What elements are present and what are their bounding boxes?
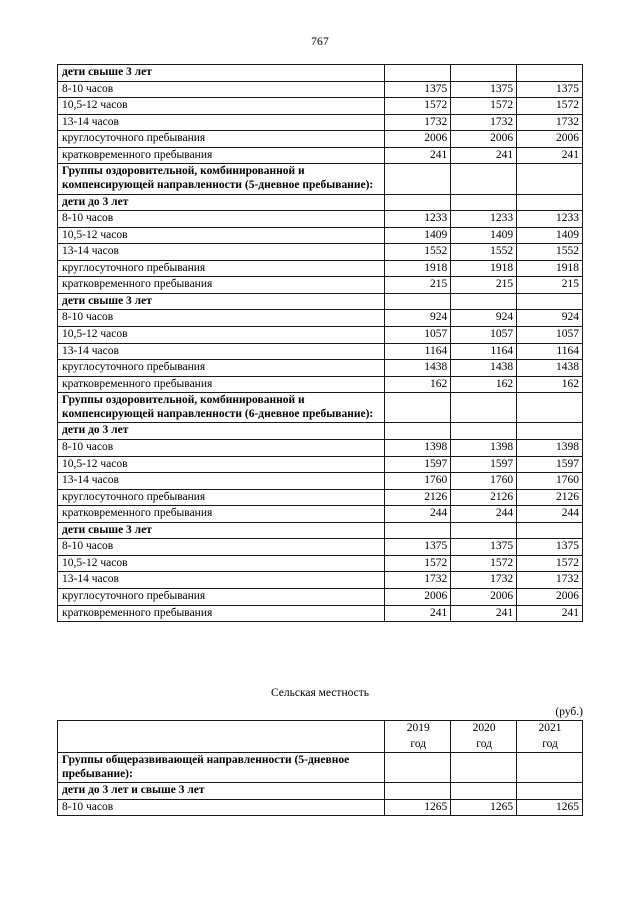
row-value: 1552 (517, 244, 583, 261)
row-value: 241 (385, 147, 451, 164)
table-row (58, 244, 583, 261)
row-value: 1233 (517, 211, 583, 228)
row-label: 13-14 часов (58, 244, 385, 261)
row-value: 2126 (517, 489, 583, 506)
row-value: 162 (451, 376, 517, 393)
row-label: 8-10 часов (58, 81, 385, 98)
table-row (58, 360, 583, 377)
header-label-cell (58, 721, 385, 753)
row-label: кратковременного пребывания (58, 277, 385, 294)
table-row (58, 147, 583, 164)
table-row (58, 799, 583, 816)
row-label: 10,5-12 часов (58, 227, 385, 244)
row-value: 2006 (517, 131, 583, 148)
row-value: 1732 (385, 114, 451, 131)
row-value: 924 (385, 310, 451, 327)
row-value: 1572 (385, 98, 451, 115)
row-value (385, 783, 451, 800)
row-label: 13-14 часов (58, 343, 385, 360)
table-row (58, 343, 583, 360)
row-value: 1918 (517, 260, 583, 277)
row-value (385, 393, 451, 423)
row-label: дети свыше 3 лет (58, 65, 385, 82)
row-value: 1572 (517, 555, 583, 572)
row-value: 1918 (451, 260, 517, 277)
row-label: круглосуточного пребывания (58, 131, 385, 148)
row-value: 162 (385, 376, 451, 393)
row-value: 1265 (517, 799, 583, 816)
row-value: 1164 (451, 343, 517, 360)
row-value: 924 (451, 310, 517, 327)
table-row (58, 393, 583, 423)
row-value: 1409 (385, 227, 451, 244)
row-value: 1438 (451, 360, 517, 377)
row-value (451, 423, 517, 440)
row-label: круглосуточного пребывания (58, 489, 385, 506)
row-value: 1597 (385, 456, 451, 473)
row-label: круглосуточного пребывания (58, 589, 385, 606)
row-value: 2006 (451, 589, 517, 606)
row-label: круглосуточного пребывания (58, 260, 385, 277)
row-value (451, 164, 517, 194)
row-label: кратковременного пребывания (58, 147, 385, 164)
row-value: 1732 (517, 572, 583, 589)
row-value (385, 65, 451, 82)
row-label: 8-10 часов (58, 310, 385, 327)
year-number: 2020 (472, 722, 496, 734)
row-value: 1398 (517, 439, 583, 456)
table-row (58, 227, 583, 244)
year-number: 2021 (538, 722, 562, 734)
row-value: 1760 (517, 473, 583, 490)
year-unit: год (542, 737, 558, 750)
row-value: 1409 (517, 227, 583, 244)
row-value (517, 194, 583, 211)
row-value: 1265 (451, 799, 517, 816)
year-unit: год (476, 737, 492, 750)
row-value: 1057 (517, 327, 583, 344)
row-value: 241 (451, 147, 517, 164)
table-row (58, 522, 583, 539)
row-value: 1057 (385, 327, 451, 344)
row-value (517, 65, 583, 82)
table-row (58, 456, 583, 473)
table-row (58, 589, 583, 606)
row-value: 1572 (517, 98, 583, 115)
table-row (58, 605, 583, 622)
row-value: 244 (517, 506, 583, 523)
row-value: 1375 (517, 81, 583, 98)
table-row (58, 194, 583, 211)
row-value (385, 423, 451, 440)
table-row (58, 753, 583, 783)
row-label: 8-10 часов (58, 799, 385, 816)
row-label: дети до 3 лет (58, 423, 385, 440)
table-row (58, 376, 583, 393)
row-value (385, 753, 451, 783)
row-value (517, 753, 583, 783)
row-value (385, 194, 451, 211)
row-value: 215 (385, 277, 451, 294)
row-label: дети до 3 лет (58, 194, 385, 211)
row-label: 10,5-12 часов (58, 98, 385, 115)
table-row (58, 277, 583, 294)
row-value: 1375 (385, 81, 451, 98)
row-value (451, 522, 517, 539)
row-label: 10,5-12 часов (58, 327, 385, 344)
row-value: 2126 (385, 489, 451, 506)
row-value: 1233 (385, 211, 451, 228)
row-label: 8-10 часов (58, 539, 385, 556)
row-value (451, 65, 517, 82)
row-value (385, 293, 451, 310)
year-number: 2019 (406, 722, 430, 734)
row-label: 8-10 часов (58, 211, 385, 228)
row-value: 1760 (385, 473, 451, 490)
row-value: 1732 (385, 572, 451, 589)
rural-table-body (58, 721, 583, 816)
table-row (58, 260, 583, 277)
row-value (451, 783, 517, 800)
row-value: 1438 (385, 360, 451, 377)
row-value: 1398 (385, 439, 451, 456)
row-label: дети свыше 3 лет (58, 522, 385, 539)
table-row (58, 506, 583, 523)
row-label: 10,5-12 часов (58, 555, 385, 572)
table-row (58, 98, 583, 115)
row-label: кратковременного пребывания (58, 605, 385, 622)
table-row (58, 489, 583, 506)
row-value: 1760 (451, 473, 517, 490)
table-row (58, 539, 583, 556)
row-value: 1572 (451, 555, 517, 572)
row-value: 1375 (451, 81, 517, 98)
row-value (517, 164, 583, 194)
row-value: 1375 (451, 539, 517, 556)
row-value: 2006 (451, 131, 517, 148)
row-value: 1164 (385, 343, 451, 360)
row-value (385, 522, 451, 539)
row-value: 1552 (451, 244, 517, 261)
row-label: 13-14 часов (58, 473, 385, 490)
year-unit: год (410, 737, 427, 750)
row-value: 215 (517, 277, 583, 294)
row-value: 241 (517, 605, 583, 622)
row-value (517, 293, 583, 310)
column-header-year (385, 721, 451, 753)
row-label: Группы оздоровительной, комбинированной и компенсирующей направленности (5-дневное пребывание): (58, 164, 385, 194)
row-value: 1265 (385, 799, 451, 816)
table-row (58, 211, 583, 228)
table-row (58, 423, 583, 440)
row-value: 1375 (385, 539, 451, 556)
row-value: 1057 (451, 327, 517, 344)
units-note: (руб.) (555, 706, 583, 718)
row-value (451, 194, 517, 211)
row-value (517, 783, 583, 800)
row-value (385, 164, 451, 194)
table-row (58, 164, 583, 194)
row-label: дети до 3 лет и свыше 3 лет (58, 783, 385, 800)
page-number: 767 (311, 36, 329, 48)
row-value: 1409 (451, 227, 517, 244)
row-label: дети свыше 3 лет (58, 293, 385, 310)
row-value: 244 (451, 506, 517, 523)
row-value (517, 522, 583, 539)
row-label: 13-14 часов (58, 572, 385, 589)
table-row (58, 81, 583, 98)
row-value: 1375 (517, 539, 583, 556)
row-label: Группы оздоровительной, комбинированной и компенсирующей направленности (6-дневное пребывание): (58, 393, 385, 423)
row-value: 1438 (517, 360, 583, 377)
row-value: 1597 (517, 456, 583, 473)
row-value: 162 (517, 376, 583, 393)
column-header-year (451, 721, 517, 753)
table-row (58, 65, 583, 82)
row-value: 2006 (517, 589, 583, 606)
row-value: 1572 (385, 555, 451, 572)
row-label: 8-10 часов (58, 439, 385, 456)
row-label: кратковременного пребывания (58, 506, 385, 523)
urban-table-body (58, 65, 583, 622)
row-label: круглосуточного пребывания (58, 360, 385, 377)
row-value (517, 393, 583, 423)
table-row (58, 293, 583, 310)
row-value: 1572 (451, 98, 517, 115)
row-value (517, 423, 583, 440)
row-label: 10,5-12 часов (58, 456, 385, 473)
table-row (58, 439, 583, 456)
row-value: 244 (385, 506, 451, 523)
row-value: 2006 (385, 131, 451, 148)
table-row (58, 114, 583, 131)
table-row (58, 555, 583, 572)
row-value: 1398 (451, 439, 517, 456)
row-value: 1732 (451, 114, 517, 131)
row-label: 13-14 часов (58, 114, 385, 131)
rural-rates-table (57, 720, 583, 816)
row-label: Группы общеразвивающей направленности (5-дневное пребывание): (58, 753, 385, 783)
urban-rates-table (57, 64, 583, 622)
row-value: 241 (517, 147, 583, 164)
table-row (58, 327, 583, 344)
table-row (58, 572, 583, 589)
row-value: 215 (451, 277, 517, 294)
row-value: 1597 (451, 456, 517, 473)
row-value: 1233 (451, 211, 517, 228)
row-value: 1552 (385, 244, 451, 261)
row-value: 241 (385, 605, 451, 622)
row-value: 1732 (517, 114, 583, 131)
row-value: 1918 (385, 260, 451, 277)
table-row (58, 131, 583, 148)
table-header-row (58, 721, 583, 753)
row-value (451, 293, 517, 310)
table-row (58, 783, 583, 800)
row-value: 1164 (517, 343, 583, 360)
row-value: 2126 (451, 489, 517, 506)
row-value: 924 (517, 310, 583, 327)
row-value: 1732 (451, 572, 517, 589)
row-value (451, 753, 517, 783)
column-header-year (517, 721, 583, 753)
table-row (58, 310, 583, 327)
section-caption-rural: Сельская местность (270, 687, 370, 699)
row-label: кратковременного пребывания (58, 376, 385, 393)
row-value (451, 393, 517, 423)
row-value: 2006 (385, 589, 451, 606)
table-row (58, 473, 583, 490)
row-value: 241 (451, 605, 517, 622)
